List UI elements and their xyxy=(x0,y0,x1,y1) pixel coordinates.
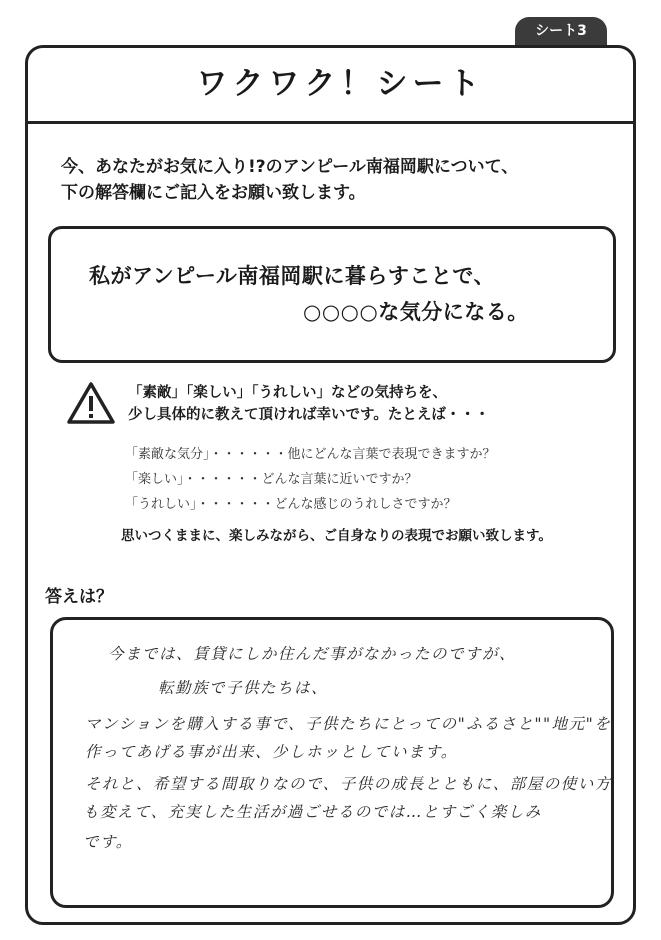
answer-field[interactable] xyxy=(50,617,614,908)
worksheet-frame xyxy=(25,45,636,925)
sheet-number-tab: シート3 xyxy=(515,17,607,51)
warning-triangle-icon xyxy=(66,381,116,425)
page-title: ワクワク！シート xyxy=(196,66,485,102)
answer-line: 今までは、賃貸にしか住んだ事がなかったのですが、 xyxy=(108,645,517,663)
closing-text: 思いつくままに、楽しみながら、ご自身なりの表現でお願い致します。 xyxy=(121,528,552,544)
statement-line-2: ○○○○な気分になる。 xyxy=(303,300,529,324)
title-bar xyxy=(28,48,633,124)
warning-line-1: 「素敵」「楽しい」「うれしい」などの気持ちを、 xyxy=(128,385,447,401)
example-item: 「素敵な気分」・・・・・・他にどんな言葉で表現できますか？ xyxy=(125,447,496,462)
statement-line-1: 私がアンピール南福岡駅に暮らすことで、 xyxy=(89,264,495,288)
answer-line: 作ってあげる事が出来、少しホッとしています。 xyxy=(85,743,458,761)
warning-text xyxy=(128,382,608,426)
example-item: 「うれしい」・・・・・・どんな感じのうれしさですか？ xyxy=(125,497,457,512)
statement-box xyxy=(48,226,616,363)
intro-line-2: 下の解答欄にご記入をお願い致します。 xyxy=(61,183,366,203)
intro-text xyxy=(61,154,621,206)
answer-label: 答えは？ xyxy=(45,587,113,607)
answer-line: それと、希望する間取りなので、子供の成長とともに、部屋の使い方 xyxy=(85,775,612,793)
warning-line-2: 少し具体的に教えて頂ければ幸いです。たとえば・・・ xyxy=(128,407,490,423)
intro-line-1: 今、あなたがお気に入り!?のアンピール南福岡駅について、 xyxy=(61,157,519,177)
answer-line: です。 xyxy=(83,833,133,851)
answer-line: 転勤族で子供たちは、 xyxy=(158,679,329,697)
example-item: 「楽しい」・・・・・・どんな言葉に近いですか？ xyxy=(125,472,418,487)
examples-list xyxy=(125,442,615,517)
answer-line: マンションを購入する事で、子供たちにとっての"ふるさと""地元"を xyxy=(85,715,612,733)
answer-line: も変えて、充実した生活が過ごせるのでは…とすごく楽しみ xyxy=(83,803,542,821)
